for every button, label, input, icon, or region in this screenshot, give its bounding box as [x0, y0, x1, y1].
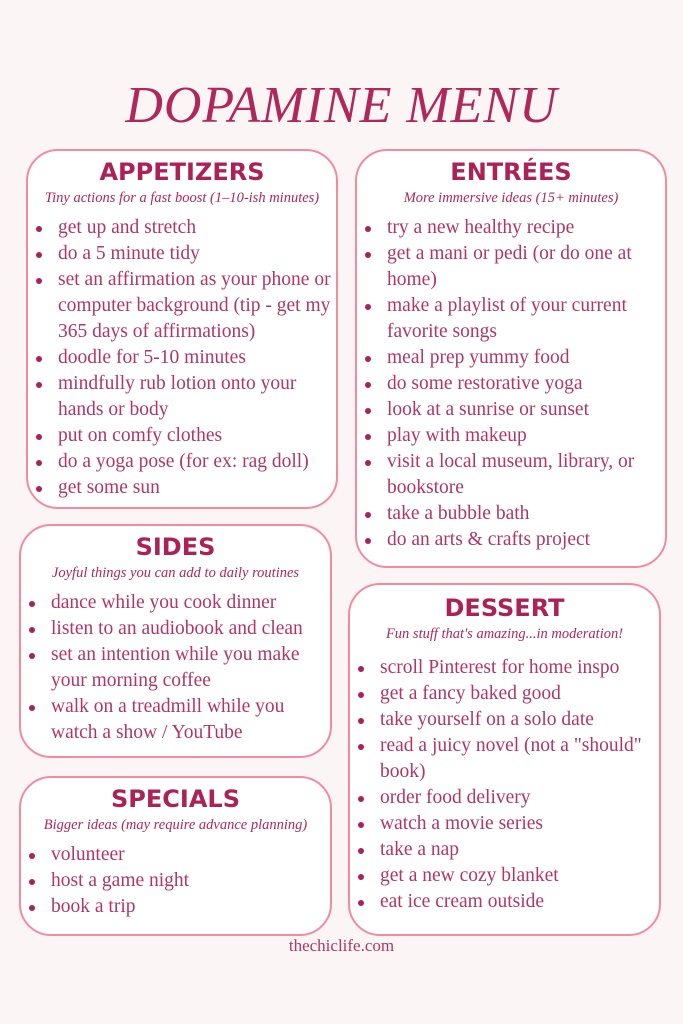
list-item: read a juicy novel (not a "should" book) [380, 733, 655, 785]
list-item: take a nap [380, 837, 655, 863]
list-item: do some restorative yoga [387, 371, 659, 397]
list-item: do an arts & crafts project [387, 527, 659, 553]
list-item: listen to an audiobook and clean [51, 616, 326, 642]
dessert-card [348, 583, 661, 936]
specials-heading: SPECIALS [111, 785, 240, 813]
specials-subtitle: Bigger ideas (may require advance planning) [43, 817, 308, 833]
list-item: volunteer [51, 842, 330, 868]
list-item: do a yoga pose (for ex: rag doll) [58, 449, 332, 475]
dessert-heading: DESSERT [444, 594, 565, 622]
specials-card [19, 776, 332, 936]
specials-list [21, 842, 330, 920]
list-item: look at a sunrise or sunset [387, 397, 659, 423]
entrees-heading: ENTRÉES [450, 158, 572, 186]
appetizers-list [28, 215, 336, 501]
list-item: doodle for 5-10 minutes [58, 345, 332, 371]
sides-card [19, 524, 332, 758]
list-item: book a trip [51, 894, 330, 920]
page-title: DOPAMINE MENU [125, 77, 558, 134]
list-item: get some sun [58, 475, 332, 501]
entrees-subtitle: More immersive ideas (15+ minutes) [403, 190, 619, 206]
list-item: walk on a treadmill while you watch a show / YouTube [51, 694, 326, 746]
list-item: scroll Pinterest for home inspo [380, 655, 655, 681]
appetizers-heading: APPETIZERS [99, 158, 265, 186]
list-item: order food delivery [380, 785, 655, 811]
list-item: get a fancy baked good [380, 681, 655, 707]
list-item: make a playlist of your current favorite songs [387, 293, 659, 345]
sides-list [21, 590, 330, 746]
list-item: get a new cozy blanket [380, 863, 655, 889]
list-item: host a game night [51, 868, 330, 894]
entrees-card [355, 149, 667, 568]
list-item: watch a movie series [380, 811, 655, 837]
list-item: take yourself on a solo date [380, 707, 655, 733]
list-item: get up and stretch [58, 215, 332, 241]
list-item: take a bubble bath [387, 501, 659, 527]
list-item: set an affirmation as your phone or computer background (tip - get my 365 days of affirmations) [58, 267, 332, 345]
sides-subtitle: Joyful things you can add to daily routines [51, 565, 300, 581]
list-item: try a new healthy recipe [387, 215, 659, 241]
list-item: dance while you cook dinner [51, 590, 326, 616]
dessert-list [350, 655, 659, 915]
list-item: set an intention while you make your morning coffee [51, 642, 326, 694]
list-item: eat ice cream outside [380, 889, 655, 915]
list-item: visit a local museum, library, or bookstore [387, 449, 659, 501]
entrees-list [357, 215, 665, 553]
website-footer: thechiclife.com [288, 936, 395, 955]
list-item: do a 5 minute tidy [58, 241, 332, 267]
list-item: mindfully rub lotion onto your hands or body [58, 371, 332, 423]
list-item: get a mani or pedi (or do one at home) [387, 241, 659, 293]
sides-heading: SIDES [135, 533, 216, 561]
list-item: play with makeup [387, 423, 659, 449]
dessert-subtitle: Fun stuff that's amazing...in moderation! [385, 626, 624, 642]
list-item: put on comfy clothes [58, 423, 332, 449]
appetizers-subtitle: Tiny actions for a fast boost (1–10-ish minutes) [44, 190, 320, 206]
appetizers-card [26, 149, 338, 509]
list-item: meal prep yummy food [387, 345, 659, 371]
